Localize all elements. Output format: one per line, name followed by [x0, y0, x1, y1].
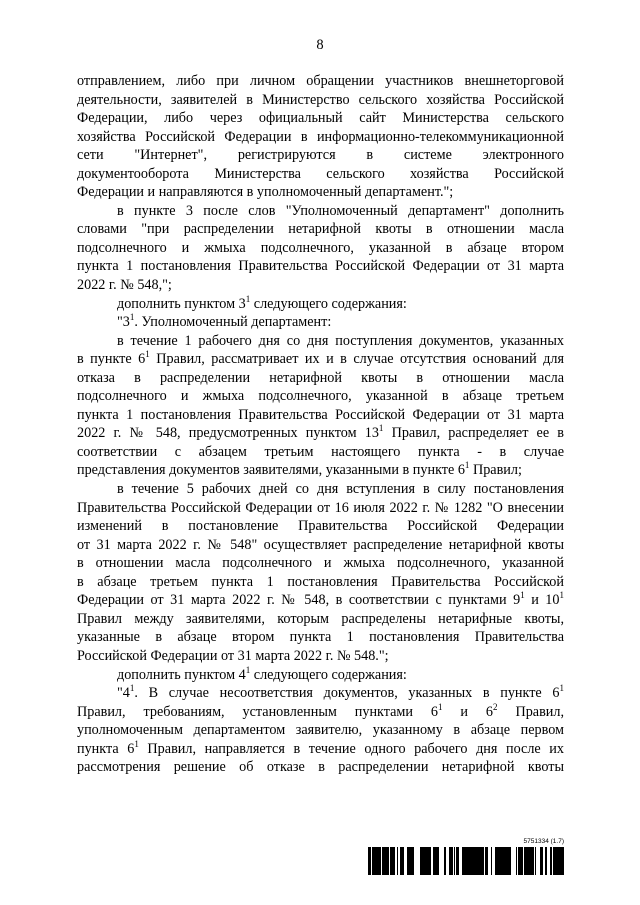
- text-line: Российской Федерации от 31 марта 2022 г. № 548.";: [77, 647, 389, 664]
- text-line: 2022 г. № 548, предусмотренных пунктом $13^1$ Правил, распределяет ее в: [77, 423, 565, 442]
- text-line: Правил между заявителями, которым распределены нетарифные квоты,: [77, 610, 564, 627]
- text-line: дополнить пунктом $3^1$ следующего содержания:: [117, 293, 407, 312]
- text-line: Федерации и направляются в уполномоченный департамент.";: [77, 184, 454, 201]
- text-line: Правительства Российской Федерации от 16 июля 2022 г. № 1282 "О внесении: [77, 499, 564, 516]
- text-line: отказа в распределении нетарифной квоты в отношении масла: [77, 369, 564, 386]
- text-line: в пункте $6^1$ Правил, рассматривает их и в случае отсутствия оснований для: [77, 349, 564, 368]
- text-line: в течение 1 рабочего дня со дня поступления документов, указанных: [117, 332, 564, 349]
- text-line: в отношении масла подсолнечного и жмыха подсолнечного, указанной: [77, 555, 564, 572]
- text-line: подсолнечного и жмыха подсолнечного, указанной в абзаце третьем: [77, 388, 564, 405]
- text-line: от 31 марта 2022 г. № 548" осуществляет распределение нетарифной квоты: [77, 536, 564, 553]
- text-line: в течение 5 рабочих дней со дня вступления в силу постановления: [117, 481, 564, 498]
- text-line: "$3^1$. Уполномоченный департамент:: [117, 312, 332, 331]
- text-line: указанные в абзаце втором пункта 1 постановления Правительства: [77, 629, 564, 646]
- text-line: подсолнечного и жмыха подсолнечного, указанной в абзаце втором: [77, 239, 564, 256]
- text-line: хозяйства Российской Федерации в информационно-телекоммуникационной: [77, 128, 564, 145]
- body-text: [77, 72, 564, 777]
- text-line: "$4^1$. В случае несоответствия документов, указанных в пункте $6^1$: [117, 683, 564, 702]
- text-line: рассмотрения решение об отказе в распределении нетарифной квоты: [77, 759, 564, 776]
- text-line: соответствии с абзацем третьим настоящего пункта - в случае: [77, 443, 564, 460]
- text-line: в абзаце третьем пункта 1 постановления Правительства Российской: [77, 573, 564, 590]
- text-line: Правил, требованиям, установленным пунктами $6^1$ и $6^2$ Правил,: [77, 701, 565, 720]
- text-line: документооборота Министерства сельского хозяйства Российской: [77, 165, 564, 182]
- barcode-code: 5751334 (1.7): [523, 838, 564, 845]
- text-line: Федерации от 31 марта 2022 г. № 548, в соответствии с пунктами $9^1$ и $10^1$: [77, 590, 564, 609]
- text-line: Федерации, либо через официальный сайт Министерства сельского: [77, 110, 564, 127]
- document-barcode: [368, 838, 564, 878]
- text-line: в пункте 3 после слов "Уполномоченный департамент" дополнить: [117, 202, 564, 219]
- text-line: пункта 1 постановления Правительства Российской Федерации от 31 марта: [77, 258, 564, 275]
- barcode-image: [368, 847, 564, 875]
- text-line: уполномоченным департаментом заявителю, указанному в абзаце первом: [77, 722, 564, 739]
- text-line: дополнить пунктом $4^1$ следующего содержания:: [117, 664, 407, 683]
- text-line: пункта $6^1$ Правил, направляется в течение одного рабочего дня после их: [77, 738, 564, 757]
- text-line: 2022 г. № 548,";: [77, 277, 172, 294]
- text-line: пункта 1 постановления Правительства Российской Федерации от 31 марта: [77, 406, 564, 423]
- text-line: отправлением, либо при личном обращении участников внешнеторговой: [77, 73, 564, 89]
- text-line: сети "Интернет", регистрируются в системе электронного: [77, 147, 564, 164]
- text-line: изменений в постановление Правительства Российской Федерации: [77, 518, 564, 535]
- text-line: представления документов заявителями, указанными в пункте $6^1$ Правил;: [77, 460, 522, 479]
- page-number: 8: [316, 37, 324, 53]
- text-line: деятельности, заявителей в Министерство сельского хозяйства Российской: [77, 91, 564, 108]
- text-line: словами "при распределении нетарифной квоты в отношении масла: [77, 221, 564, 238]
